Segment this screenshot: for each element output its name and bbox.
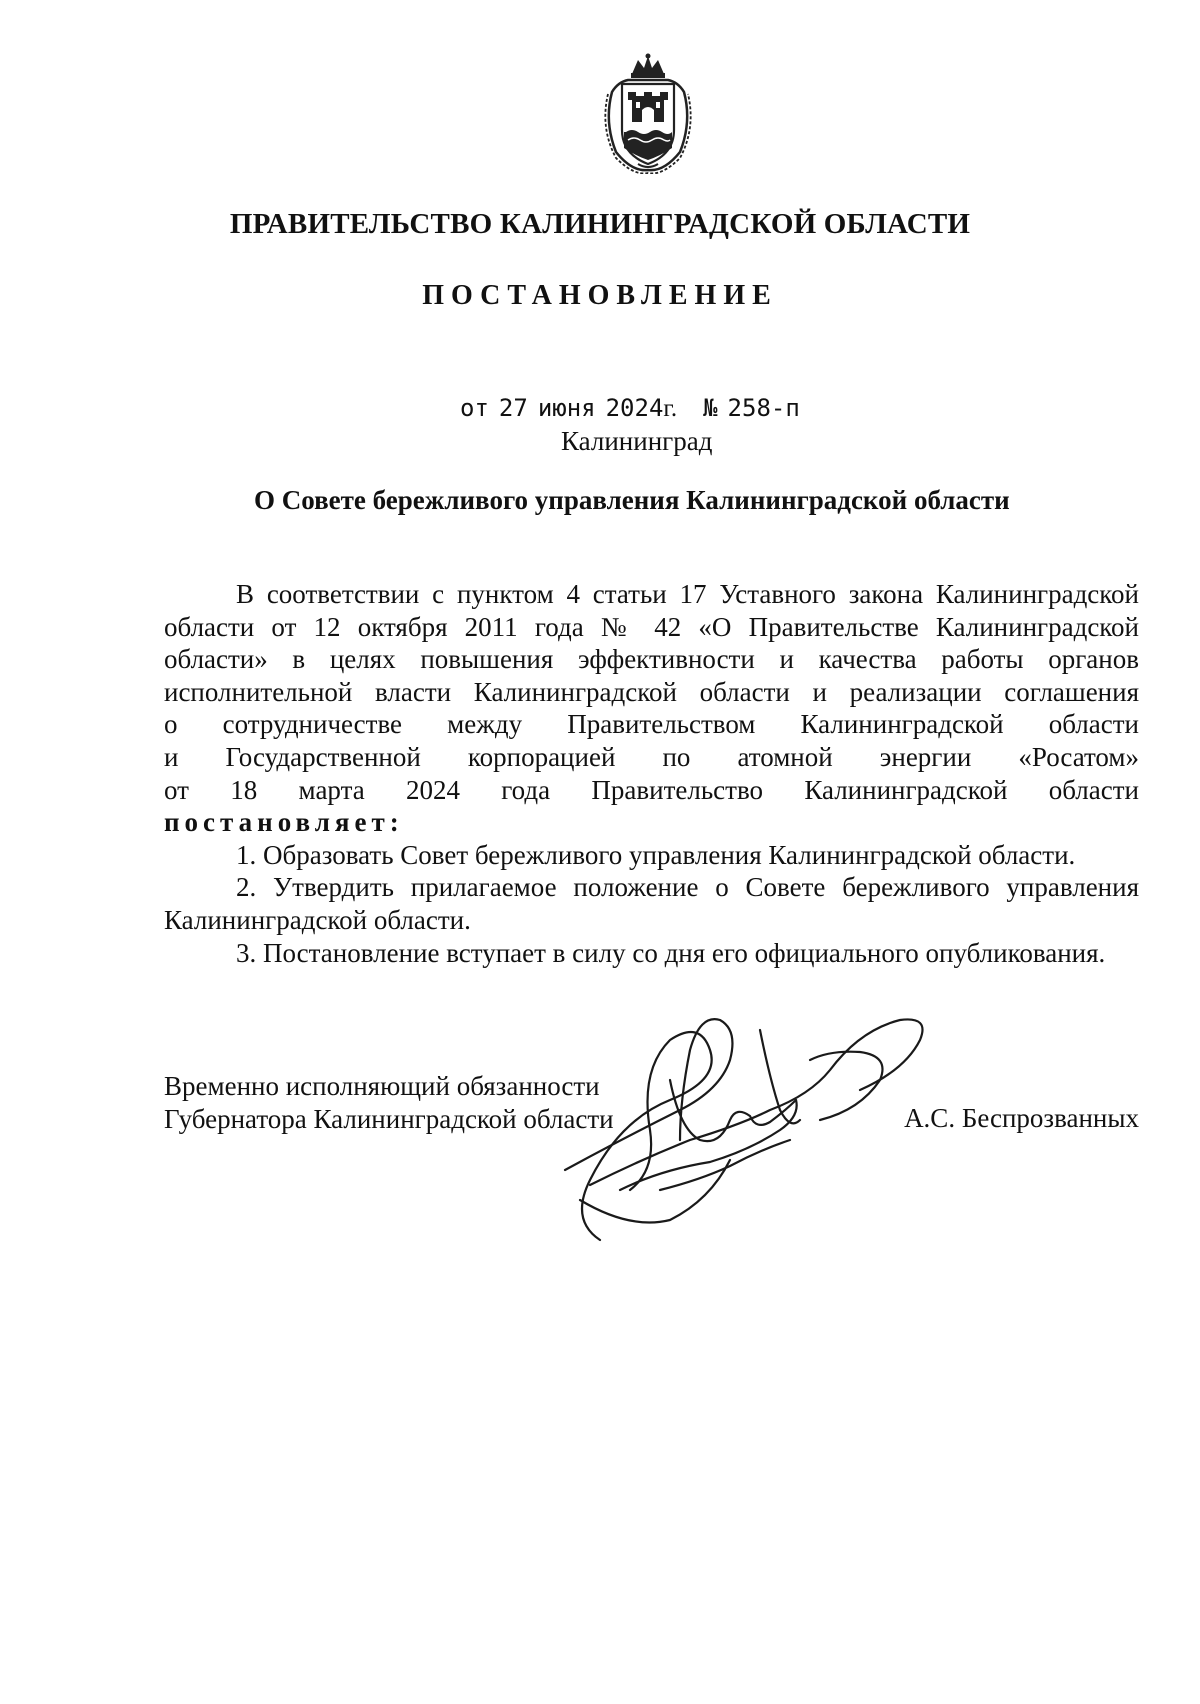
date-day: 27: [498, 394, 528, 422]
date-year-suffix: г.: [663, 395, 678, 422]
date-month: июня: [537, 394, 596, 422]
coat-of-arms-icon: [598, 52, 698, 174]
decree-word: постановляет:: [164, 807, 404, 838]
registration-line: [460, 394, 800, 423]
document-subject: О Совете бережливого управления Калининградской области: [254, 485, 1010, 515]
date-prefix: от: [460, 394, 489, 422]
city-name: Калининград: [561, 426, 713, 456]
preamble-line: области от 12 октября 2011 года № 42 «О Правительстве Калининградской: [164, 611, 1139, 642]
signer-position-line: Временно исполняющий обязанности: [164, 1071, 600, 1101]
decree-item: 1. Образовать Совет бережливого управления Калининградской области.: [236, 839, 1076, 870]
preamble-line: о сотрудничестве между Правительством Калининградской области: [164, 709, 1139, 740]
signer-position: [164, 1070, 614, 1136]
preamble-line: В соответствии с пунктом 4 статьи 17 Уставного закона Калининградской: [236, 579, 1139, 609]
handwritten-signature-icon: [560, 990, 960, 1260]
decree-item: 2. Утвердить прилагаемое положение о Совете бережливого управления Калининградской области.: [164, 872, 1139, 935]
signer-name: А.С. Беспрозванных: [904, 1103, 1139, 1133]
decree-line: [164, 806, 1139, 839]
document-body: [164, 578, 1139, 969]
number-sign: №: [703, 394, 718, 422]
preamble-line: исполнительной власти Калининградской области и реализации соглашения: [164, 676, 1139, 707]
document-number: 258-п: [727, 394, 800, 422]
signer-position-line: Губернатора Калининградской области: [164, 1104, 614, 1134]
preamble-line: области» в целях повышения эффективности и качества работы органов: [164, 644, 1139, 675]
decree-item: 3. Постановление вступает в силу со дня его официального опубликования.: [236, 937, 1106, 968]
document-type-heading: ПОСТАНОВЛЕНИЕ: [422, 280, 778, 311]
organization-title: ПРАВИТЕЛЬСТВО КАЛИНИНГРАДСКОЙ ОБЛАСТИ: [229, 208, 971, 240]
preamble-line: от 18 марта 2024 года Правительство Калининградской области: [164, 774, 1139, 805]
date-year: 2024: [605, 394, 664, 422]
preamble-line: и Государственной корпорацией по атомной энергии «Росатом»: [164, 741, 1139, 772]
